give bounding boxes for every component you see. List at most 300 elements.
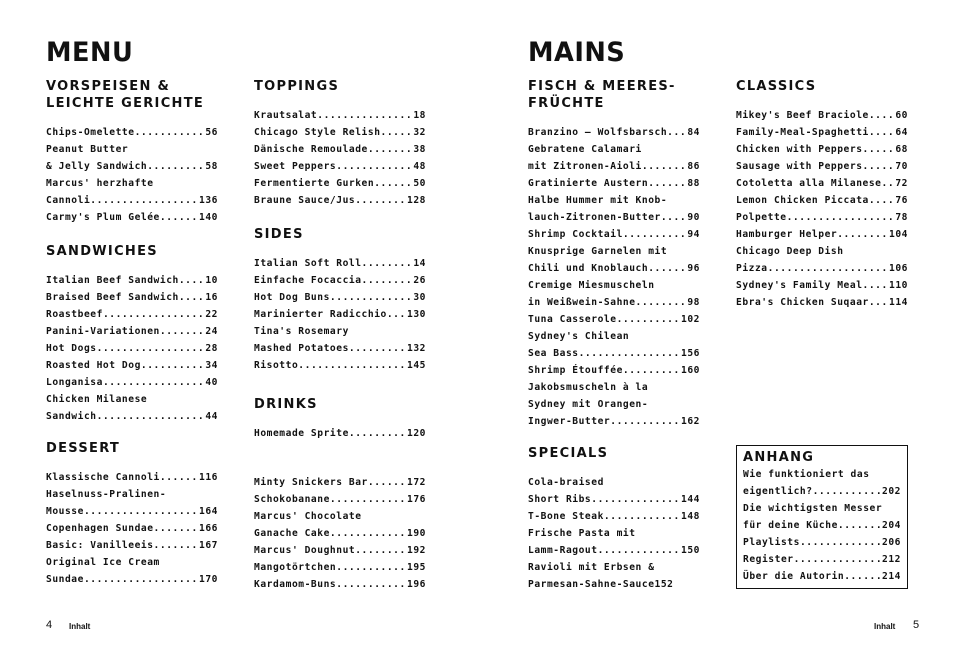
toc-entry <box>46 158 218 175</box>
toc-entry <box>46 520 218 537</box>
toc-dot-leader <box>317 107 413 124</box>
toc-dot-leader <box>298 357 407 374</box>
toc-entry-page: 40 <box>205 377 218 388</box>
toc-list-dessert <box>46 469 218 588</box>
toc-entry-page: 196 <box>407 579 426 590</box>
toc-entry-page: 202 <box>882 486 901 497</box>
toc-entry-page: 24 <box>205 326 218 337</box>
toc-entry-title: Über die Autorin <box>743 571 845 582</box>
toc-entry-title: Gratinierte Austern <box>528 178 649 189</box>
toc-dot-leader <box>579 345 681 362</box>
toc-entry-title: Halbe Hummer mit Knob- <box>528 195 668 206</box>
toc-entry <box>736 209 908 226</box>
toc-dot-leader <box>667 124 687 141</box>
toc-entry <box>528 124 700 141</box>
toc-dot-leader <box>837 226 889 243</box>
toc-entry-page: 86 <box>687 161 700 172</box>
toc-dot-leader <box>800 534 882 551</box>
toc-entry <box>528 243 700 260</box>
toc-entry <box>46 289 218 306</box>
toc-entry-page: 160 <box>681 365 700 376</box>
toc-entry-title: Marinierter Radicchio <box>254 309 387 320</box>
toc-entry <box>254 272 426 289</box>
section-title-classics: CLASSICS <box>736 79 817 94</box>
toc-entry-title: Basic: Vanilleeis <box>46 540 154 551</box>
toc-entry <box>46 175 218 192</box>
toc-entry-page: 136 <box>199 195 218 206</box>
toc-entry-page: 114 <box>889 297 908 308</box>
toc-entry <box>528 226 700 243</box>
toc-entry-title: Risotto <box>254 360 299 371</box>
toc-entry <box>254 192 426 209</box>
toc-list-anhang <box>743 466 901 585</box>
toc-entry-title: Ebra's Chicken Suqaar <box>736 297 869 308</box>
toc-entry <box>736 124 908 141</box>
toc-dot-leader <box>160 323 205 340</box>
section-title-sandwiches: SANDWICHES <box>46 244 158 259</box>
toc-entry <box>743 517 901 534</box>
toc-entry <box>736 141 908 158</box>
page-title-menu: MENU <box>46 37 134 68</box>
toc-dot-leader <box>598 542 681 559</box>
toc-entry <box>46 537 218 554</box>
toc-dot-leader <box>863 141 896 158</box>
toc-entry-page: 130 <box>407 309 426 320</box>
toc-dot-leader <box>336 559 407 576</box>
toc-entry <box>254 124 426 141</box>
toc-entry-page: 34 <box>205 360 218 371</box>
toc-dot-leader <box>97 340 206 357</box>
toc-entry-page: 164 <box>199 506 218 517</box>
toc-entry-title: Peanut Butter <box>46 144 129 155</box>
toc-entry-title: für deine Küche <box>743 520 838 531</box>
toc-entry-title: Sandwich <box>46 411 97 422</box>
footer-label-right: Inhalt <box>874 622 896 631</box>
section-title-sides: SIDES <box>254 227 304 242</box>
toc-dot-leader <box>179 272 205 289</box>
toc-dot-leader <box>355 192 407 209</box>
toc-entry-title: Marcus' Chocolate <box>254 511 362 522</box>
toc-entry-title: Pizza <box>736 263 768 274</box>
toc-entry <box>46 357 218 374</box>
toc-dot-leader <box>863 158 896 175</box>
toc-entry-title: Cannoli <box>46 195 91 206</box>
footer-label-left: Inhalt <box>69 622 91 631</box>
toc-entry-title: mit Zitronen-Aioli <box>528 161 642 172</box>
section-title-anhang: ANHANG <box>743 450 815 465</box>
toc-entry-title: Chicago Style Relish <box>254 127 381 138</box>
toc-entry <box>254 141 426 158</box>
toc-entry-page: 70 <box>895 161 908 172</box>
toc-dot-leader <box>813 483 882 500</box>
toc-entry <box>736 107 908 124</box>
toc-list-toppings <box>254 107 426 209</box>
toc-dot-leader <box>135 124 206 141</box>
toc-entry <box>254 158 426 175</box>
column-2 <box>254 78 426 442</box>
toc-dot-leader <box>374 175 413 192</box>
toc-entry-page: 90 <box>687 212 700 223</box>
toc-entry-page: 176 <box>407 494 426 505</box>
toc-entry-title: Sydney mit Orangen- <box>528 399 649 410</box>
toc-entry-title: Hot Dogs <box>46 343 97 354</box>
toc-entry-title: Register <box>743 554 794 565</box>
toc-entry-page: 204 <box>882 520 901 531</box>
toc-dot-leader <box>160 209 199 226</box>
toc-entry <box>736 192 908 209</box>
toc-dot-leader <box>97 408 206 425</box>
toc-entry-title: Carmy's Plum Gelée <box>46 212 160 223</box>
toc-entry-page: 16 <box>205 292 218 303</box>
toc-dot-leader <box>355 542 407 559</box>
toc-entry-page: 172 <box>407 477 426 488</box>
toc-entry-title: Cremige Miesmuscheln <box>528 280 655 291</box>
toc-dot-leader <box>368 474 407 491</box>
toc-entry <box>736 243 908 260</box>
toc-entry-title: Sausage with Peppers <box>736 161 863 172</box>
toc-entry-page: 195 <box>407 562 426 573</box>
toc-entry <box>528 209 700 226</box>
toc-dot-leader <box>648 175 687 192</box>
toc-entry-title: Haselnuss-Pralinen- <box>46 489 167 500</box>
toc-dot-leader <box>90 192 199 209</box>
toc-list-classics <box>736 107 908 311</box>
toc-entry-title: Homemade Sprite <box>254 428 349 439</box>
toc-entry-title: Hot Dog Buns <box>254 292 330 303</box>
toc-entry <box>254 525 426 542</box>
toc-dot-leader <box>863 277 889 294</box>
toc-entry <box>528 277 700 294</box>
toc-dot-leader <box>794 551 882 568</box>
section-title-drinks: DRINKS <box>254 397 318 412</box>
toc-entry-title: Chili und Knoblauch <box>528 263 649 274</box>
toc-entry-page: 64 <box>895 127 908 138</box>
toc-entry <box>736 260 908 277</box>
toc-entry <box>736 294 908 311</box>
toc-dot-leader <box>154 520 199 537</box>
toc-entry <box>736 226 908 243</box>
toc-entry-page: 30 <box>413 292 426 303</box>
toc-entry <box>736 277 908 294</box>
toc-entry <box>46 340 218 357</box>
toc-entry-title: Italian Beef Sandwich <box>46 275 179 286</box>
toc-entry <box>46 408 218 425</box>
toc-dot-leader <box>636 294 688 311</box>
toc-dot-leader <box>623 362 681 379</box>
toc-dot-leader <box>838 517 882 534</box>
toc-entry-page: 32 <box>413 127 426 138</box>
toc-entry <box>254 491 426 508</box>
toc-entry-page: 94 <box>687 229 700 240</box>
toc-entry <box>254 255 426 272</box>
toc-entry-title: Einfache Focaccia <box>254 275 362 286</box>
toc-entry-page: 170 <box>199 574 218 585</box>
toc-entry-title: Mousse <box>46 506 84 517</box>
column-2-dessert-continued <box>254 474 426 593</box>
toc-entry-page: 152 <box>654 579 674 590</box>
toc-entry <box>743 483 901 500</box>
toc-entry-title: Roastbeef <box>46 309 103 320</box>
column-4 <box>736 78 908 311</box>
toc-entry-page: 28 <box>205 343 218 354</box>
toc-entry-title: Shrimp Cocktail <box>528 229 623 240</box>
toc-entry <box>46 391 218 408</box>
toc-entry-title: Ingwer-Butter <box>528 416 611 427</box>
toc-entry-page: 150 <box>681 545 700 556</box>
toc-entry-title: Chicago Deep Dish <box>736 246 844 257</box>
section-title-vorspeisen: VORSPEISEN & LEICHTE GERICHTE <box>46 79 205 111</box>
toc-entry <box>528 508 700 525</box>
toc-entry-page: 212 <box>882 554 901 565</box>
toc-entry-page: 128 <box>407 195 426 206</box>
toc-dot-leader <box>154 537 199 554</box>
toc-list-sandwiches <box>46 272 218 425</box>
toc-entry-title: T-Bone Steak <box>528 511 604 522</box>
toc-entry <box>743 466 901 483</box>
toc-entry-page: 78 <box>895 212 908 223</box>
toc-entry-title: Marcus' Doughnut <box>254 545 356 556</box>
toc-entry-title: Family-Meal-Spaghetti <box>736 127 869 138</box>
toc-entry-page: 72 <box>895 178 908 189</box>
toc-entry-title: Tina's Rosemary <box>254 326 349 337</box>
toc-entry-page: 166 <box>199 523 218 534</box>
toc-entry <box>254 323 426 340</box>
toc-entry-title: Longanisa <box>46 377 103 388</box>
toc-dot-leader <box>768 260 889 277</box>
toc-dot-leader <box>336 158 413 175</box>
toc-entry <box>46 192 218 209</box>
toc-entry-title: Sundae <box>46 574 84 585</box>
toc-entry-page: 18 <box>413 110 426 121</box>
toc-entry-page: 162 <box>681 416 700 427</box>
toc-entry <box>528 362 700 379</box>
toc-entry-title: Panini-Variationen <box>46 326 160 337</box>
toc-entry-page: 144 <box>681 494 700 505</box>
toc-entry-title: Sydney's Family Meal <box>736 280 863 291</box>
toc-entry <box>528 328 700 345</box>
toc-dot-leader <box>368 141 413 158</box>
toc-entry-page: 145 <box>407 360 426 371</box>
toc-entry <box>743 534 901 551</box>
toc-entry-title: Braune Sauce/Jus <box>254 195 356 206</box>
toc-dot-leader <box>387 306 407 323</box>
toc-entry-title: lauch-Zitronen-Butter <box>528 212 661 223</box>
toc-entry-title: Klassische Cannoli <box>46 472 160 483</box>
anhang-box <box>736 445 908 589</box>
toc-entry-title: Short Ribs <box>528 494 592 505</box>
page-number-right: 5 <box>913 619 920 631</box>
toc-entry <box>46 209 218 226</box>
toc-entry <box>254 474 426 491</box>
toc-dot-leader <box>103 374 205 391</box>
toc-entry-page: 140 <box>199 212 218 223</box>
toc-entry <box>254 508 426 525</box>
toc-entry-title: Cotoletta alla Milanese <box>736 178 882 189</box>
toc-entry-page: 58 <box>205 161 218 172</box>
toc-entry-page: 60 <box>895 110 908 121</box>
toc-entry-page: 26 <box>413 275 426 286</box>
toc-entry-title: Copenhagen Sundae <box>46 523 154 534</box>
toc-entry <box>254 289 426 306</box>
toc-dot-leader <box>330 525 407 542</box>
toc-entry <box>528 260 700 277</box>
toc-dot-leader <box>160 469 199 486</box>
toc-dot-leader <box>103 306 205 323</box>
toc-entry-title: Dänische Remoulade <box>254 144 368 155</box>
toc-dot-leader <box>617 311 681 328</box>
toc-entry-page: 156 <box>681 348 700 359</box>
toc-entry <box>528 576 700 593</box>
toc-entry-title: Sea Bass <box>528 348 579 359</box>
toc-entry <box>528 559 700 576</box>
toc-entry-page: 192 <box>407 545 426 556</box>
toc-entry-page: 44 <box>205 411 218 422</box>
toc-entry-page: 68 <box>895 144 908 155</box>
toc-entry-page: 104 <box>889 229 908 240</box>
toc-entry-page: 96 <box>687 263 700 274</box>
toc-entry-title: Marcus' herzhafte <box>46 178 154 189</box>
toc-entry-title: Knusprige Garnelen mit <box>528 246 668 257</box>
toc-entry-page: 76 <box>895 195 908 206</box>
toc-entry-title: Italian Soft Roll <box>254 258 362 269</box>
toc-entry <box>254 357 426 374</box>
toc-entry <box>743 551 901 568</box>
toc-entry-page: 110 <box>889 280 908 291</box>
toc-entry <box>46 323 218 340</box>
toc-entry-page: 102 <box>681 314 700 325</box>
toc-entry <box>528 491 700 508</box>
toc-entry-title: Playlists <box>743 537 800 548</box>
toc-entry <box>528 345 700 362</box>
toc-dot-leader <box>869 107 895 124</box>
toc-entry-title: Krautsalat <box>254 110 318 121</box>
toc-dot-leader <box>604 508 681 525</box>
toc-list-fisch <box>528 124 700 430</box>
toc-entry-title: Jakobsmuscheln à la <box>528 382 649 393</box>
toc-entry-title: Ganache Cake <box>254 528 330 539</box>
column-3 <box>528 78 700 593</box>
toc-dot-leader <box>623 226 687 243</box>
toc-entry-page: 48 <box>413 161 426 172</box>
toc-entry-title: Frische Pasta mit <box>528 528 636 539</box>
toc-entry-title: Mikey's Beef Braciole <box>736 110 869 121</box>
toc-entry <box>254 576 426 593</box>
toc-entry-title: Hamburger Helper <box>736 229 838 240</box>
toc-dot-leader <box>610 413 681 430</box>
toc-entry <box>46 306 218 323</box>
toc-entry-title: Chicken Milanese <box>46 394 148 405</box>
toc-entry <box>46 272 218 289</box>
toc-entry-page: 214 <box>882 571 901 582</box>
toc-dot-leader <box>869 124 895 141</box>
toc-entry-title: Sydney's Chilean <box>528 331 630 342</box>
toc-entry <box>46 486 218 503</box>
toc-entry-page: 120 <box>407 428 426 439</box>
toc-dot-leader <box>147 158 205 175</box>
toc-dot-leader <box>787 209 896 226</box>
toc-entry-title: Chips-Omelette <box>46 127 135 138</box>
toc-entry <box>46 141 218 158</box>
toc-entry-title: Ravioli mit Erbsen & <box>528 562 655 573</box>
toc-dot-leader <box>336 576 407 593</box>
toc-entry-page: 190 <box>407 528 426 539</box>
toc-entry-page: 106 <box>889 263 908 274</box>
section-title-specials: SPECIALS <box>528 446 609 461</box>
toc-entry-title: & Jelly Sandwich <box>46 161 148 172</box>
toc-entry-title: Braised Beef Sandwich <box>46 292 179 303</box>
toc-entry-title: Branzino – Wolfsbarsch <box>528 127 668 138</box>
toc-entry <box>46 469 218 486</box>
toc-entry <box>528 396 700 413</box>
toc-entry <box>528 175 700 192</box>
toc-dot-leader <box>362 272 414 289</box>
toc-entry <box>46 571 218 588</box>
toc-entry-title: Cola-braised <box>528 477 604 488</box>
toc-list-dessert-continued <box>254 474 426 593</box>
toc-entry-page: 84 <box>687 127 700 138</box>
toc-entry <box>736 175 908 192</box>
toc-entry <box>254 107 426 124</box>
toc-entry <box>46 124 218 141</box>
toc-entry <box>46 554 218 571</box>
toc-entry-page: 38 <box>413 144 426 155</box>
toc-entry <box>743 568 901 585</box>
toc-entry <box>528 192 700 209</box>
toc-dot-leader <box>869 294 889 311</box>
toc-entry <box>254 559 426 576</box>
section-title-fisch: FISCH & MEERES- FRÜCHTE <box>528 79 676 111</box>
toc-entry-title: Fermentierte Gurken <box>254 178 375 189</box>
page-title-mains: MAINS <box>528 37 626 68</box>
toc-entry-title: Sweet Peppers <box>254 161 337 172</box>
toc-dot-leader <box>84 571 199 588</box>
toc-entry-page: 98 <box>687 297 700 308</box>
toc-dot-leader <box>349 340 407 357</box>
column-1 <box>46 78 218 588</box>
toc-dot-leader <box>642 158 687 175</box>
toc-dot-leader <box>869 192 895 209</box>
toc-entry-title: Original Ice Cream <box>46 557 160 568</box>
toc-dot-leader <box>84 503 199 520</box>
toc-entry <box>528 294 700 311</box>
toc-entry-title: Schokobanane <box>254 494 330 505</box>
toc-entry <box>736 158 908 175</box>
toc-entry-page: 206 <box>882 537 901 548</box>
toc-entry <box>254 425 426 442</box>
toc-entry <box>528 311 700 328</box>
toc-entry-page: 10 <box>205 275 218 286</box>
toc-entry-page: 50 <box>413 178 426 189</box>
toc-dot-leader <box>141 357 205 374</box>
toc-entry-page: 116 <box>199 472 218 483</box>
toc-dot-leader <box>179 289 205 306</box>
toc-list-drinks <box>254 425 426 442</box>
toc-entry <box>743 500 901 517</box>
toc-dot-leader <box>648 260 687 277</box>
toc-entry <box>528 542 700 559</box>
toc-entry-title: eigentlich? <box>743 486 813 497</box>
toc-entry-page: 167 <box>199 540 218 551</box>
toc-entry-title: Lamm-Ragout <box>528 545 598 556</box>
toc-entry-title: Kardamom-Buns <box>254 579 337 590</box>
toc-dot-leader <box>591 491 681 508</box>
section-title-toppings: TOPPINGS <box>254 79 340 94</box>
section-title-dessert: DESSERT <box>46 441 121 456</box>
toc-entry-title: Gebratene Calamari <box>528 144 642 155</box>
toc-entry-title: Tuna Casserole <box>528 314 617 325</box>
toc-entry <box>46 503 218 520</box>
toc-list-specials <box>528 474 700 593</box>
